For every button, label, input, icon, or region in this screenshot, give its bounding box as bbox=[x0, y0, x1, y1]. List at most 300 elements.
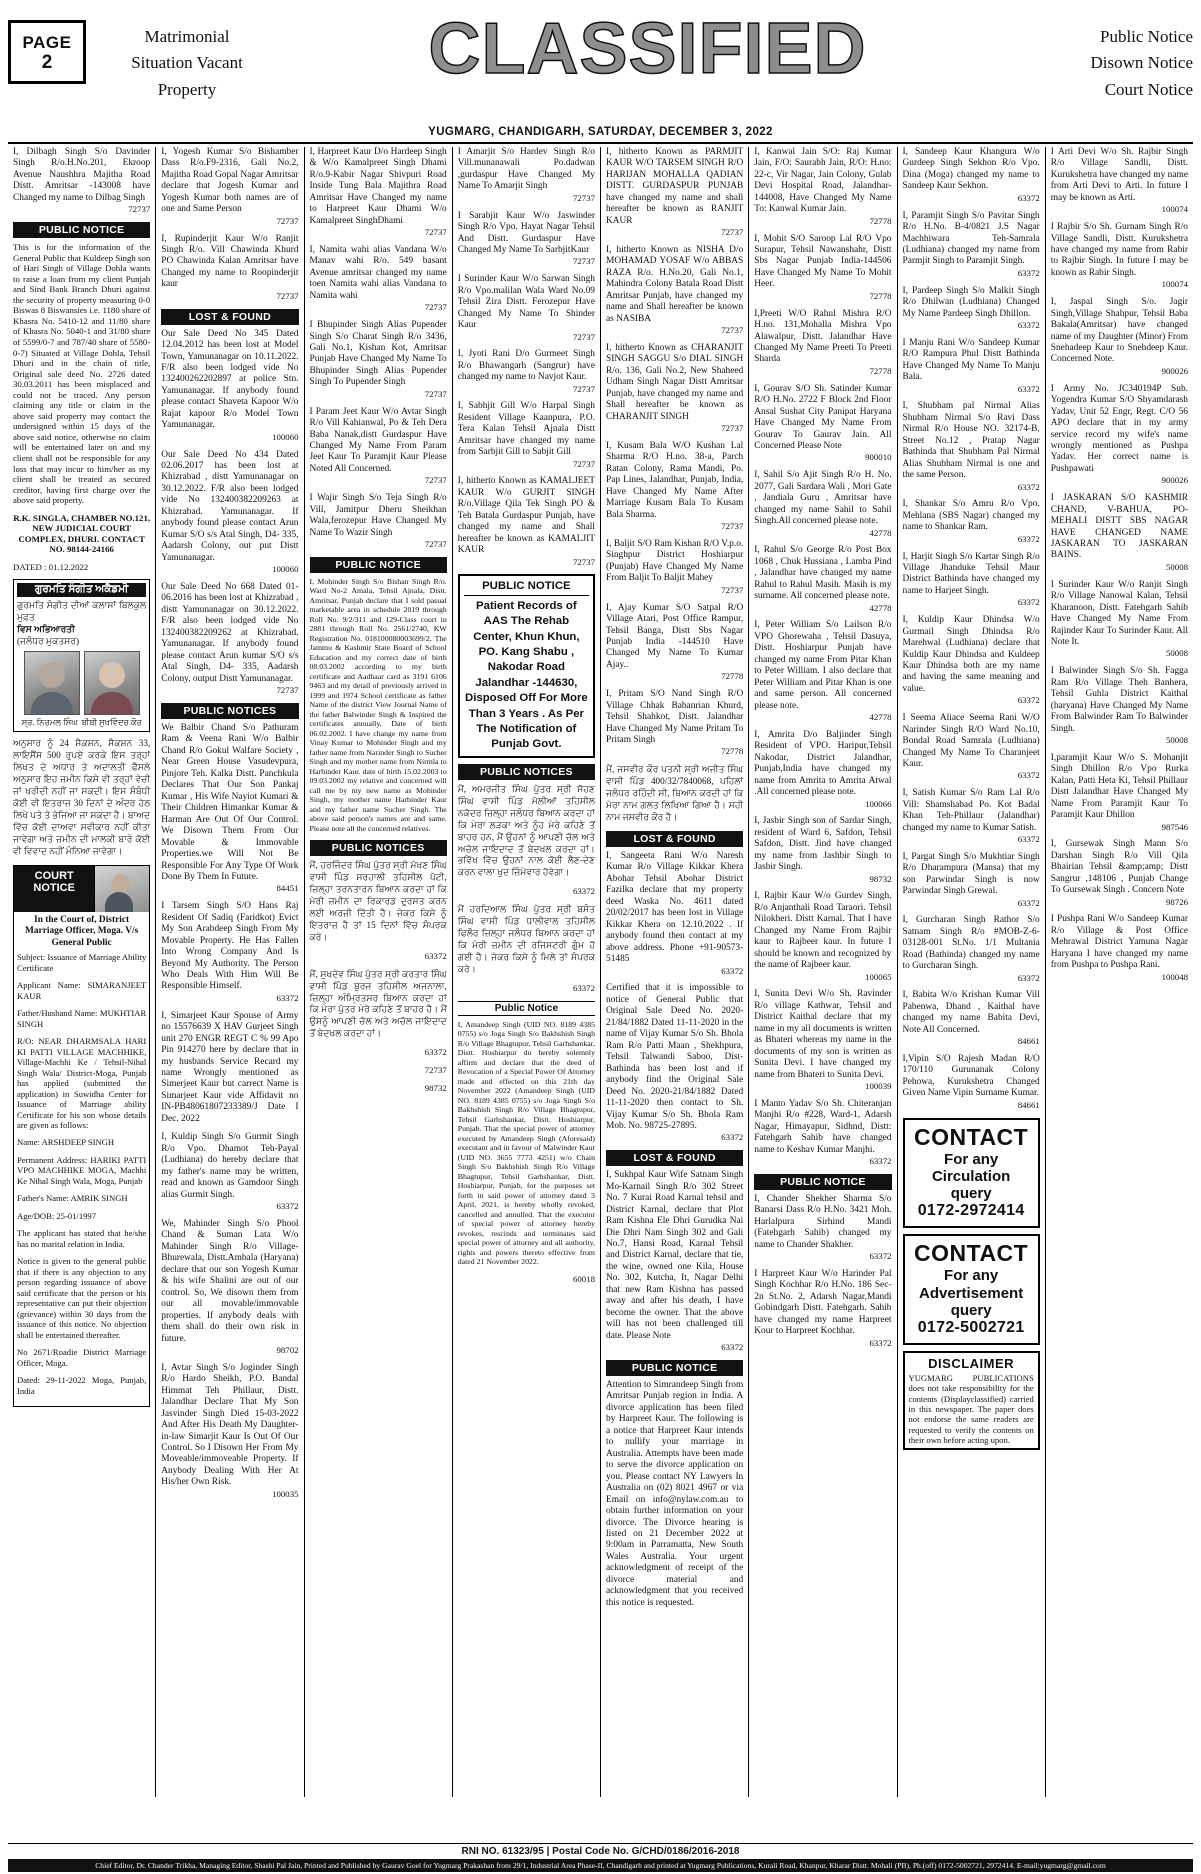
notice-ref: 63372 bbox=[1017, 533, 1040, 544]
notice-item bbox=[754, 147, 891, 227]
notice-ref: 63372 bbox=[869, 1156, 892, 1167]
public-notice-sign: R.K. SINGLA, CHAMBER NO.121, NEW JUDICIAL COURT COMPLEX, DHURI. CONTACT NO. 98144-24166 bbox=[13, 512, 151, 555]
notice-ref: 42778 bbox=[869, 712, 892, 723]
notice-item bbox=[458, 147, 595, 204]
notice-ref: 63372 bbox=[1017, 192, 1040, 203]
notice-text: I, Namita wahi alias Vandana W/o Manav wahi R/o. 549 basant Avenue amritsar changed my name toen Namita wahi alias Vandana to Namita wahi bbox=[309, 245, 447, 301]
notice-ref: 72778 bbox=[869, 365, 892, 376]
notice-ref: 98726 bbox=[1166, 896, 1188, 907]
notice-ref: 63372 bbox=[1017, 897, 1040, 908]
notice-text: I, Simarjeet Kaur Spouse of Army no 15576639 X HAV Gurjeet Singh unit 270 ENGR REGT C % 99 Apo Pin 914270 here by declare that in my husbands Service Recard my name Wrongly mentioned as Simerjeet Kaur but carrect Name is Simarjeet Kaur vide Affidavit no IN-PB48061807233389/J Date I Dec. 2022 bbox=[161, 1010, 299, 1124]
notice-item bbox=[606, 441, 743, 532]
public-notice-item bbox=[161, 1132, 298, 1212]
notice-text: I Manto Yadav S/o Sh. Chiteranjan Manjhi R/o #228, Ward-1, Adarsh Nagar, Himayapur, Sidhnd, Distt: Fatehgarh Sahib have changed name to Keshav Kumar Manjhi. bbox=[754, 1098, 892, 1155]
notice-text: I,paramjit Kaur W/o S. Mohanjit Singh Dhillon R/o Vpo Rurka Kalan, Patti Heta Ki, Tehsil Phillaur Distt Jalandhar Have Changed My Name From Paramjit Kaur To Paramjit Kaur Dhillon bbox=[1050, 752, 1188, 821]
ad-line-2: ਵਿਸ ਅਭਿਆਰਤੀ bbox=[17, 624, 75, 635]
caption-male: ਸ੍ਰ. ਨਿਰਮਲ ਸਿੰਘ bbox=[21, 718, 78, 728]
notice-text: I, Babita W/o Krishan Kumar Vill Pabenwa, Dhand , Kaithal have changed my name Babita Devi, Note All Concerned. bbox=[902, 990, 1040, 1035]
notice-item bbox=[458, 211, 595, 268]
notice-text: I Army No. JC340194P Sub. Yogendra Kumar S/O Shyamdarash Yadav, Unit 52 Engr, Regt. C/O 56 APO declare that in my army service record my wife's name wrongly mentioned as Pushpa Yadav. Her correct name is Pushpawati bbox=[1050, 383, 1188, 474]
notice-ref: 63372 bbox=[424, 1047, 447, 1058]
gurmukhi-notice-text: ਅਨੁਸਾਰ ਨੂੰ 24 ਸੈਕਸ਼ਨ, ਸੈਕਸ਼ਨ 33, ਲਾਇਸੈਂਸ 500 ਰੁਪਏ ਕਰਕੇ ਇਸ ਤਰ੍ਹਾਂ ਲਿਖਤ ਦੇ ਅਧਾਰ ਤੇ ਅਦਾਲਤੀ ਫੈਸਲੇ ਅਨੁਸਾਰ ਇਹ ਜ਼ਮੀਨ ਕਿਸੇ ਵੀ ਤਰ੍ਹਾਂ ਵੇਚੀ ਜਾਂ ਖਰੀਦੀ ਨਹੀਂ ਜਾ ਸਕਦੀ। ਇਸ ਸੰਬੰਧੀ ਕੋਈ ਵੀ ਇਤਰਾਜ਼ 30 ਦਿਨਾਂ ਦੇ ਅੰਦਰ ਹੇਠ ਲਿਖੇ ਪਤੇ ਤੇ ਭੇਜਿਆ ਜਾ ਸਕਦਾ ਹੈ। ਬਾਅਦ ਵਿੱਚ ਕੋਈ ਦਾਅਵਾ ਸਵੀਕਾਰ ਨਹੀਂ ਕੀਤਾ ਜਾਵੇਗਾ ਅਤੇ ਜ਼ਮੀਨ ਦੀ ਮਾਲਕੀ ਬਾਰੇ ਕੋਈ ਵੀ ਵਿਵਾਦ ਨਹੀਂ ਮੰਨਿਆ ਜਾਵੇਗਾ। bbox=[13, 738, 151, 856]
notice-text: I Surinder Kaur W/o Ranjit Singh R/o Village Nanowal Kalan, Tehsil Kharanoon, Distt. Fatehgarh Sahib Have Changed My Name From Rajinder Kaur To Surinder Kaur. All Note It. bbox=[1050, 579, 1188, 647]
notice-text: I Rajbir S/o Sh. Gurnam Singh R/o Village Sandli, Distt. Kurukshetra have changed my name from Rabir to Rajbir Singh. In future I may be known as Rabir Singh. bbox=[1050, 222, 1188, 278]
notice-text: I JASKARAN S/O KASHMIR CHAND, V-BAHUA, PO- MEHALI DISTT SBS NAGAR HAVE CHANGED NAME JASKARAN TO JASKARAN BAINS. bbox=[1050, 493, 1188, 561]
contact-title: CONTACT bbox=[914, 1123, 1029, 1150]
notice-text: I Seema Aliace Seema Rani W/O Narinder Singh R/O Ward No.10, Bondal Road Samrala (Ludhiana) Changed My Name To Charanjeet Kaur. bbox=[902, 713, 1040, 769]
notice-item bbox=[1051, 222, 1188, 290]
notice-text: I, Kusam Bala W/O Kushan Lal Sharma R/O H.no. 38-a, Parch Ratan Colony, Rama Mandi, Po. Pap Lines, Jalandhar, Punjab, India, Have Changed My Name After Marriage Kusam Bala To Kusam Bala Sharma. bbox=[606, 441, 744, 520]
gurmukhi-notice: ਮੈਂ ਹਰਦਿਆਲ ਸਿੰਘ ਪੁੱਤਰ ਸ੍ਰੀ ਬਸੰਤ ਸਿੰਘ ਵਾਸੀ ਪਿੰਡ ਧਾਲੀਵਾਲ ਤਹਿਸੀਲ ਫਿਲੌਰ ਜ਼ਿਲ੍ਹਾ ਜਲੰਧਰ ਬਿਆਨ ਕਰਦਾ ਹਾਂ ਕਿ ਮੇਰੀ ਜ਼ਮੀਨ ਦੀ ਰਜਿਸਟਰੀ ਗੁੰਮ ਹੋ ਗਈ ਹੈ। ਜੇਕਰ ਕਿਸੇ ਨੂੰ ਮਿਲੇ ਤਾਂ ਸੰਪਰਕ ਕਰੇ। bbox=[457, 904, 595, 974]
notice-item bbox=[1051, 914, 1188, 982]
section-header-lost-found: LOST & FOUND bbox=[606, 1150, 743, 1166]
section-header-public-notice: PUBLIC NOTICE bbox=[754, 1174, 891, 1190]
rni-line: RNI NO. 61323/95 | Postal Code No. G/CHD/0186/2016-2018 bbox=[8, 1843, 1193, 1857]
notice-item bbox=[754, 730, 891, 810]
notice-item bbox=[903, 852, 1040, 909]
notice-ref: 72737 bbox=[573, 256, 595, 267]
notice-text: I, hitherto Known as CHARANJIT SINGH SAGGU S/o DIAL SINGH R/o. 136, Gali No.2, New Shaheed Udham Singh Nagar Distt Amritsar Punjab, have changed my name and Shall hereafter be known as CHARANJIT SINGH bbox=[606, 343, 744, 422]
category-court-notice: Court Notice bbox=[1104, 79, 1193, 99]
notice-item bbox=[903, 147, 1040, 204]
notice-ref: 63372 bbox=[1017, 383, 1040, 394]
notice-text: Our Sale Deed No 345 Dated 12.04.2012 has been lost at Model Town, Yamunanagar on 10.11.2022. F/R also been lodged vide No 132400262202897 at police Stn. Yamunanagar. If anybody found please contact Shaveta Kapoor W/o Rajat kapoor R/o Model Town Yamunanagar. bbox=[161, 328, 299, 431]
notice-text: I, Gourav S/O Sh. Satinder Kumar R/O H.No. 2722 F Block 2nd Floor Ansal Sushat City Panipat Haryana Have Changed My Name From Gourav To Gaurav Jain. All Concerned Please Note bbox=[754, 383, 892, 451]
court-notice-line: Applicant Name: SIMARANJEET KAUR bbox=[17, 980, 147, 1001]
notice-text: I, Kanwal Jain S/O: Raj Kumar Jain, F/O: Saurabh Jain, R/O: H.no: 22-c, Vir Nagar, Jain Colony, Gulab Devi Hospital Road, Jalandhar- 144008, Have Changed My Name To: Kanwal Kumar Jain. bbox=[754, 147, 892, 215]
notice-item bbox=[903, 615, 1040, 706]
notice-item bbox=[754, 1269, 891, 1349]
court-notice-line: Permanent Address: HARIKI PATTI VPO MACHHIKE MOGA, Machhi Ke Nihal Singh Wala, Moga, Punjab bbox=[17, 1154, 147, 1186]
notice-text: Our Sale Deed No 434 Dated 02.06.2017 has been lost at Khizrabad , distt Yamunanagar on 30.12.2022. F/R also been lodged vide No 132400382209263 at Khizrabad. Yamunanagar. If anybody found please contact Arun Kumar S/O s/s Atal Singh, D4- 335, Aadarsh Colony, out put Distt Yamunanagar. bbox=[161, 449, 299, 563]
page-title: CLASSIFIED bbox=[428, 9, 867, 89]
contact-circulation-ad[interactable] bbox=[903, 1118, 1040, 1229]
notice-item bbox=[754, 384, 891, 464]
notice-ref: 72737 bbox=[573, 556, 595, 567]
section-header-public-notices: PUBLIC NOTICES bbox=[458, 764, 595, 780]
ad-title: ਗੁਰਮਤਿ ਸੰਗੀਤ ਅਕੈਡਮੀ bbox=[17, 583, 146, 597]
notice-item bbox=[13, 147, 150, 215]
notice-ref: 84451 bbox=[276, 883, 299, 894]
section-header-lost-found: LOST & FOUND bbox=[606, 831, 743, 847]
notice-header: PUBLIC NOTICE bbox=[464, 579, 589, 595]
notice-item bbox=[903, 990, 1040, 1047]
notice-item bbox=[458, 401, 595, 469]
notice-ref: 72737 bbox=[721, 325, 744, 336]
notice-text: I, Pritam S/O Nand Singh R/O Village Chhak Babanrian Khurd, Tehsil Shahkot, Distt. Jalandhar Have Changed My Name Pritam To Pritam Singh bbox=[606, 689, 744, 745]
notice-ref: 900026 bbox=[1161, 365, 1188, 376]
notice-text: I, Baljit S/O Ram Kishan R/O V.p.o. Singhpur District Hoshiarpur (Punjab) Have Changed My Name From Baljit To Baljit Mahey bbox=[606, 539, 744, 584]
notice-text: I, Sukhpal Kaur Wife Satnam Singh Mo-Karnail Singh R/o 302 Street No. 7 Kurai Road Karnal tehsil and District Karnal, declare that Plot Ram Kishna Ele Dhri Gurudka Nai Die Dhri Nam Singh 302 and Gali No.7, Hansi Road, Karnal Tehsil and District Karnal, declare that tie, the wine, owned one Kila, House No. 302, Kutcha, It, Nagar Delhi that new Ram Kishna has passed away and after his death, I have become the owner. That the above will has not been challenged till date. Please Note bbox=[606, 1170, 744, 1341]
masthead-title-wrap bbox=[282, 6, 1013, 88]
notice-ref: 900026 bbox=[1161, 475, 1188, 486]
notice-text: I, Jyoti Rani D/o Gurmeet Singh R/o Bhawangarh (Sangrur) have changed my name to Navjot Kaur. bbox=[457, 349, 595, 383]
notice-item bbox=[310, 407, 447, 487]
notice-text: I, Sunita Devi W/o Sh. Ravinder R/o village Kathwar, Tehsil and District Kaithal declare that my name in my all documents is written as Bhateri whereas my name in the documents of my son is written as Sunita Devi. I have changed my name from Bhateri to Sunita Devi. bbox=[754, 989, 892, 1080]
page-footer bbox=[8, 1843, 1193, 1872]
notice-text: I, Sangeeta Rani W/o Naresh Kumar R/o Village Kikkar Khera Abohar Tehsil Abohar District Fazilka declare that my property deed Waska No. 4611 dated 20/02/2017 has been lost in Village Kikkar Khera on 12.10.2022 . If anybody found then contact at my above address. Phone +91-90573-51485 bbox=[606, 850, 744, 965]
public-notice-body: I, Mohinder Singh S/o Bishan Singh R/o. Ward No-2 Amala, Tehsil Ajnala, Distt. Amritsar, Punjab declare that I sold pasual marketable area in schedule 2019 through Roll No. 9/2/311 and 129-Class court in 2881 through Roll No. 2561/2740, KW Registration No. 018100080003699/2, The Jammu & Kashmir State Board of School Education and my correct date of birth 08.03.2002 according to my birth certificate and Aadhaar card as 3191 6106 9463 and my detail of previously arrived in 1999 and 1974 School certificate as father Name of the district View Journal Name of the father Balwinder Singh & Inspired the certificates annually, Date of birth 06.02.2002. I have change my name from Vinay Kumar to Mohinder Singh and my father name from Narinder Singh to Sucher Singh and my mother name from Nirmla to Harbinder Kaur. date of birth 15.02.2003 to 09.03.2002 my relative and concerned will call me by my new name as Mohinder Singh, my mother name Harbinder Kaur and my father name Sucher Singh. The above said person's names are and same. Please note all the concerned relatives. bbox=[309, 576, 447, 833]
notice-ref: 72737 bbox=[721, 584, 744, 595]
notice-ref-wrap bbox=[310, 1065, 447, 1076]
contact-line-1: For any bbox=[944, 1150, 999, 1168]
ad-photo-captions bbox=[17, 718, 146, 728]
notice-ref: 72737 bbox=[276, 685, 299, 696]
notice-ref: 100074 bbox=[1161, 279, 1188, 290]
ad-line-3: (ਜਲੰਧਰ ਮੁਕਤਸਰ) bbox=[17, 636, 80, 647]
notice-text: I, Satish Kumar S/o Ram Lal R/o Vill: Shamshabad Po. Kot Badal Khan Teh-Phillaur (Jalandhar) changed my name to Kumar Satish. bbox=[902, 788, 1040, 833]
notice-ref: 63372 bbox=[573, 886, 595, 897]
notice-ref-wrap bbox=[310, 1047, 447, 1058]
contact-phone[interactable]: 0172-2972414 bbox=[917, 1202, 1025, 1220]
notice-ref-wrap bbox=[458, 983, 595, 994]
punjab-notice-body: I, Amandeep Singh (UID NO. 8189 4385 0755) s/o Joga Singh S/o Bakhshish Singh R/o Village Bhagtupur, Tehsil Garhshankar, Distt. Hoshiarpur do hereby solemnly affirm and declare that the deed of Revocation of a Special Power Of Attorney made and effected on this 21th day November 2022 (Amandeep Singh (UID NO. 8189 4385 0755) s/o Joga Singh S/o Bakhshish Singh R/o Village Bhagtupur, Tehsil Garhshankar, Distt. Hoshiarpur, Punjab. That the special power of attorney executed by Amandeep Singh (Aforesaid) executant and in favour of Malwinder Kaur (UID NO. 3655 7773 4251) w/o Chain Singh S/o Bakhshish Singh R/o Village Bhagtupur, Tehsil Garhshankar, Distt. Hoshiarpur, Punjab, for the purposes set forth in said power of attorney dated 3 April, 2021, is hereby wholly revoked, cancelled and annulled. That the executor of special power of attorney hereby revokes, rescinds and terminates said special power of attorney and all authority, rights and powers thereto effective from dated 21 November 2022. bbox=[457, 1019, 595, 1267]
notice-ref: 63372 bbox=[721, 965, 744, 976]
notice-text: We Balbir Chand S/o Pathuram Ram & Veena Rani W/o Balbir Chand R/o Gokul Walfare Society , Near Green House Vasudevpura, Pinjore Teh. Kalka Distt. Panchkula Declares That Our Son Pankaj Kumar , His Wife Nayiot Kumari & Their Children Himankar Kumar & Harman Are Out Of Our Control. We Disown Them From Our Movable & Immovable Properties.we Will Not Be Responsible For Any Type Of Work Done By Them In Future. bbox=[161, 722, 299, 882]
notice-text: I Wajir Singh S/o Teja Singh R/o Vill, Jamitpur Dheru Sheikhan Wala,ferozepur Have Changed My Name To Wazir Singh bbox=[309, 493, 447, 538]
notice-ref: 72737 bbox=[424, 302, 447, 313]
gurmukhi-notice: ਮੈਂ, ਜਸਵੀਰ ਕੌਰ ਪਤਨੀ ਸ੍ਰੀ ਅਜੀਤ ਸਿੰਘ ਵਾਸੀ ਪਿੰਡ 400/32/7840068, ਪਹਿਲਾਂ ਜਲੰਧਰ ਰਹਿੰਦੀ ਸੀ, ਬਿਆਨ ਕਰਦੀ ਹਾਂ ਕਿ ਮੇਰਾ ਨਾਮ ਗਲਤ ਲਿਖਿਆ ਗਿਆ ਹੈ। ਸਹੀ ਨਾਮ ਜਸਵੀਰ ਕੌਰ ਹੈ। bbox=[606, 764, 744, 822]
gurmukhi-notice: ਮੈਂ, ਹਰਜਿੰਦਰ ਸਿੰਘ ਪੁੱਤਰ ਸ੍ਰੀ ਮੱਖਣ ਸਿੰਘ ਵਾਸੀ ਪਿੰਡ ਸਰਹਾਲੀ ਤਹਿਸੀਲ ਪੱਟੀ, ਜ਼ਿਲ੍ਹਾ ਤਰਨਤਾਰਨ ਬਿਆਨ ਕਰਦਾ ਹਾਂ ਕਿ ਮੇਰੀ ਜ਼ਮੀਨ ਦਾ ਰਿਕਾਰਡ ਦੁਰਸਤ ਕਰਨ ਲਈ ਅਰਜ਼ੀ ਦਿੱਤੀ ਹੈ। ਜੇਕਰ ਕਿਸੇ ਨੂੰ ਇਤਰਾਜ਼ ਹੈ ਤਾਂ 15 ਦਿਨਾਂ ਵਿੱਚ ਸੰਪਰਕ ਕਰੇ। bbox=[309, 860, 447, 942]
lost-found-item bbox=[606, 983, 743, 1143]
notice-text: I, Gursewak Singh Mann S/o Darshan Singh R/o Vill Qila Bhairian Tehsil &amp;amp; Distt Sangrur ,148106 , Punjab Change To Gursewak Singh . Concern Note bbox=[1050, 839, 1188, 896]
column-3 bbox=[305, 147, 453, 1797]
masthead-left-categories bbox=[92, 24, 282, 103]
court-notice-heading: In the Court of, District Marriage Officer, Moga. V/s General Public bbox=[25, 914, 139, 948]
notice-text: I, hitherto Known as PARMJIT KAUR W/O TARSEM SINGH R/O HARIJAN MOHALLA QADIAN DISTT. GURDASPUR PUNJAB have changed my name and shall hereafter be known as RANJIT KAUR bbox=[606, 147, 744, 226]
caption-female: ਬੀਬੀ ਸੁਖਵਿੰਦਰ ਕੌਰ bbox=[81, 718, 142, 728]
disclaimer-box bbox=[903, 1351, 1040, 1450]
dateline: YUGMARG, CHANDIGARH, SATURDAY, DECEMBER 3, 2022 bbox=[428, 126, 773, 138]
notice-ref: 63372 bbox=[869, 1251, 892, 1262]
notice-ref: 63372 bbox=[721, 1132, 744, 1143]
notice-ref: 100060 bbox=[272, 564, 299, 575]
notice-text: I, Dilbagh Singh S/o Davinder Singh R/o.H.No.201, Ekroop Avenue Naushhra Majitha Road Distt. Amritsar -143008 have Changed my name to Dilbag Singh bbox=[13, 147, 151, 203]
notice-ref: 900010 bbox=[865, 452, 892, 463]
section-header-public-notice: PUBLIC NOTICE bbox=[310, 557, 447, 573]
notice-ref-wrap bbox=[310, 951, 447, 962]
notice-ref: 63372 bbox=[276, 992, 299, 1003]
notice-ref: 72778 bbox=[869, 290, 892, 301]
notice-ref: 50008 bbox=[1166, 561, 1188, 572]
notice-text: I Balwinder Singh S/o Sh. Fagga Ram R/o Village Theh Banhera, Tehsil Guhla District Kaithal (haryana) Have Changed My Name From Balwinder Ram To Balwinder Singh. bbox=[1050, 666, 1188, 734]
notice-text: I, Avtar Singh S/o Joginder Singh R/o Hardo Sheikh, P.O. Bandal Himmat Teh Phillaur, Distt. Jalandhar Declare That My Son Jasvinder Singh Died 15-03-2022 And After His Death My Daughter-in-law Simarjit Kaur Is Out Of Our Control. So I Disown Her From My Moveable/immoveable Property. If Anybody Dealing With Her At His/her Own Risk. bbox=[161, 1362, 299, 1488]
notice-ref: 63372 bbox=[1017, 770, 1040, 781]
contact-line-2: Circulation bbox=[931, 1167, 1011, 1185]
public-notice-body: This is for the information of the General Public that Kuldeep Singh son of Hari Singh of Village Dohla wants to raise a loan from my client Punjab and Sind Bank Branch Dhuri against the security of property measuring 0-0 Biswas 8 Biswansies i.e. 1180 share of Khasra No. 5410-12 and 11/80 share of Khasra No. 5040-1 and 31/80 share of 5599/0-7 and 787/40 share of 5580-0-7) Situated at Village Dohla, Tehsil Dhuri and in the chain of title, Original sale deed No. 2726 dated 30.03.2011 has been misplaced and could not be traced. Any person claiming any title or claim in the above said property may contact the undersigned within 15 days of the above said notice, otherwise no claim will be entertained later on and my client shall not be responsible for any loss that may incur to him/her as my client shall be treated as secured creditor, having first charge over the above said property. bbox=[13, 242, 151, 506]
notice-ref: 100060 bbox=[272, 431, 299, 442]
notice-item bbox=[903, 552, 1040, 609]
notice-ref: 50008 bbox=[1166, 648, 1188, 659]
contact-title: CONTACT bbox=[914, 1240, 1029, 1267]
notice-text: I, Rupinderjit Kaur W/o Ranjit Singh R/o. Vill Chawinda Khurd PO Chawinda Kalan Amritsar have Changed my name to Roopinderjit kaur bbox=[161, 233, 299, 290]
notice-ref: 72737 bbox=[424, 227, 447, 238]
masthead bbox=[8, 6, 1193, 124]
notice-text: I, Kuldip Singh S/o Gurmit Singh R/o Vpo. Dhamot Teh-Payal (Ludhiana) do hereby declare that my father's name may be written, read and known as Gamdoor Singh alias Gurmit Singh. bbox=[161, 1132, 299, 1200]
notice-item bbox=[161, 147, 298, 227]
notice-item bbox=[606, 603, 743, 683]
notice-text: I, Gurcharan Singh Rathor S/o Satnam Singh R/o #MOB-Z-6-03128-001 St.No. 1/1 Multania Road (Bathinda) changed my name to Gurcharan Singh. bbox=[902, 915, 1040, 972]
notice-item bbox=[1051, 493, 1188, 573]
notice-item bbox=[903, 788, 1040, 845]
notice-text: I, Shubham pal Nirmal Alias Shubham Nirmal S/o Ravi Dass Nirmal R/o House NO. 32174-B, Street No.12 , Pratap Nagar Bathinda that Shubham Pal Nirmal Alias Shubham Nirmal is one and the same Person. bbox=[902, 401, 1040, 481]
gurmat-academy-ad bbox=[13, 579, 150, 732]
notice-text: Certified that it is impossible to notice of General Public that Original Sale Deed No. 2020-21/84/1882 Dated 11-11-2020 in the name of Vijay Kumar S/o Sh. Bhola Ram R/o Patti Maan , Shekhpura, Tehsil Talwandi Saboo, Dist-Bathinda has been lost and if anybody find the Original Sale Deed No. 2020-21/84/1882 Dated 11-11-2020 then contact to Sh. Vijay Kumar S/o Sh. Bhola Ram Mob. No. 98725-27895. bbox=[606, 983, 744, 1131]
notice-text: I, Harpreet Kaur D/o Hardeep Singh & W/o Kamalpreet Singh Dhami R/o.9-Kabir Nagar Shivpuri Road Inside Tung Bala Majithra Road Amritsar Have Changed my name to Harpreet Kaur Dhami W/o Kamalpreet SinghDhami bbox=[309, 147, 447, 226]
notice-text: I Harpreet Kaur W/o Harinder Pal Singh Kochhar R/o H.No. 186 Sec-2n St.No. 2, Adarsh Nagar,Mandi Gobindgarh Distt. Fatehgarh. Sahib have changed my name Harpreet Kour to Harpreet Kochhar. bbox=[754, 1268, 892, 1337]
notice-ref: 100065 bbox=[865, 971, 892, 982]
disclaimer-body: YUGMARG PUBLICATIONS does not take responsibility for the contents (Displayclassified) carried in this newspaper. The paper does not endorse the same readers are requested to verify the contents on their own before acting upon. bbox=[908, 1373, 1034, 1445]
gurmukhi-notice: ਮੈਂ, ਅਮਰਜੀਤ ਸਿੰਘ ਪੁੱਤਰ ਸ੍ਰੀ ਸੋਹਣ ਸਿੰਘ ਵਾਸੀ ਪਿੰਡ ਮੱਲੀਆਂ ਤਹਿਸੀਲ ਨਕੋਦਰ ਜ਼ਿਲ੍ਹਾ ਜਲੰਧਰ ਬਿਆਨ ਕਰਦਾ ਹਾਂ ਕਿ ਮੇਰਾ ਲੜਕਾ ਅਤੇ ਨੂੰਹ ਮੇਰੇ ਕਹਿਣੇ ਤੋਂ ਬਾਹਰ ਹਨ, ਮੈਂ ਉਹਨਾਂ ਨੂੰ ਆਪਣੀ ਚੱਲ ਅਤੇ ਅਚੱਲ ਜਾਇਦਾਦ ਤੋਂ ਬੇਦਖਲ ਕਰਦਾ ਹਾਂ। ਭਵਿੱਖ ਵਿੱਚ ਉਹਨਾਂ ਨਾਲ ਕੋਈ ਲੈਣ-ਦੇਣ ਕਰਨ ਵਾਲਾ ਖੁਦ ਜ਼ਿੰਮੇਵਾਰ ਹੋਵੇਗਾ। bbox=[457, 783, 595, 878]
court-notice-title: COURT NOTICE bbox=[14, 866, 94, 912]
notice-ref: 98732 bbox=[869, 873, 892, 884]
notice-text: I,Vipin S/O Rajesh Madan R/O 170/110 Gurunanak Colony Pehowa, Kurukshetra Changed Given Name Vipin Surname Kumar. bbox=[902, 1054, 1040, 1099]
section-header-public-notices: PUBLIC NOTICES bbox=[310, 840, 447, 856]
public-notice-date: DATED : 01.12.2022 bbox=[13, 561, 89, 572]
notice-text: I, Sahil S/o Ajit Singh R/o H. No. 2077, Gali Sardara Wali , Mori Gate , Jandiala Guru , Amritsar have changed my name Sahil to Sahil Singh.All concerned please note. bbox=[754, 470, 892, 527]
contact-line-3: query bbox=[950, 1185, 992, 1203]
notice-item bbox=[606, 245, 743, 336]
notice-item bbox=[310, 245, 447, 313]
notice-ref-wrap bbox=[310, 1083, 447, 1094]
notice-ref: 63372 bbox=[276, 1201, 299, 1212]
notice-ref: 72737 bbox=[276, 215, 299, 226]
notice-text: I,Preeti W/O Rahul Mishra R/O H.no. 131,Mohalla Mishra Vpo Alawalpur, Distt. Jalandhar Have Changed My Name Preeti To Preeti Sharda bbox=[754, 308, 892, 365]
notice-body: Patient Records of AAS The Rehab Center, Khun Khun, PO. Kang Shabu , Nakodar Road Jalandhar -144630, Disposed Off For More Than 3 Years . As Per The Notification of Punjab Govt. bbox=[464, 599, 588, 751]
court-notice-block bbox=[13, 865, 150, 1407]
notice-item bbox=[310, 493, 447, 550]
notice-text: I, Peter William S/o Lailson R/o VPO Ghorewaha , Tehsil Dasuya, Distt. Hoshiarpur Punjab have changed my name From Pitar Khan to Peter William. I also declare that Peter William and Pitar Khan is one and same person. All concerned please note. bbox=[754, 620, 892, 711]
notice-ref: 98732 bbox=[424, 1082, 447, 1093]
notice-item bbox=[754, 1194, 891, 1262]
court-notice-line: Name: ARSHDEEP SINGH bbox=[17, 1137, 115, 1148]
notice-ref: 72778 bbox=[721, 671, 744, 682]
notice-text: I, Rahul S/o George R/o Post Box 1068 , Chuk Hussiana , Lamba Pind , Jalandhar have changed my name Rahul to Rahul Masih. Masih is my surname. All concerned please note. bbox=[754, 545, 892, 602]
court-notice-line: Notice is given to the general public that if there is any objection to any person regarding issuance of above said certificate that the person or his representative can put their objection (grievance) within 30 days from the issuance of this notice. No objection shall be entertained thereafter. bbox=[17, 1256, 147, 1340]
notice-item bbox=[754, 620, 891, 722]
notice-ref: 72737 bbox=[721, 227, 744, 238]
ad-line-1: ਗੁਰਮਤਿ ਸੰਗੀਤ ਦੀਆਂ ਕਲਾਸਾਂ ਬਿਲਕੁਲ ਮੁਫ਼ਤ bbox=[17, 600, 147, 623]
page-badge-word: PAGE bbox=[22, 32, 72, 52]
notice-text: I, Chander Shekher Sharma S/o Banarsi Dass R/o H.No. 3421 Moh. Harlalpura Sirhind Mandi (Fatehgarh Sahib) changed my name to Chander Shakher. bbox=[754, 1193, 892, 1250]
court-notice-photo bbox=[94, 866, 149, 912]
notice-ref: 72737 bbox=[573, 331, 595, 342]
column-1 bbox=[8, 147, 156, 1797]
divorce-notice-body: Attention to Simrandeep Singh from Amritsar Punjab region in India. A divorce application has been filed by Harpreet Kaur. The following is a notice that Harpreet Kaur intends to nullify your marriage in Australia. Attempts have been made to serve the divorce application on you. Please contact NY Lawyers In Australia on (02) 8021 4967 or via Email on info@nylaw.com.au to obtain further information on your divorce. The Divorce hearing is listed on 21 December 2022 at 9:00am in Parramatta, New South Wales Australia. Your urgent acknowledgment of receipt of the divorce material and acknowledgment that you received this notice is requested. bbox=[606, 1379, 744, 1608]
notice-text: I Amarjit S/o Hardev Singh R/o Vill.munanawali Po.dadwan ,gurdaspur Have Changed My Name To Amarjit Singh bbox=[457, 147, 595, 192]
notice-ref: 63372 bbox=[1017, 267, 1040, 278]
contact-line-2: Advertisement bbox=[919, 1284, 1024, 1302]
notice-item bbox=[903, 1054, 1040, 1111]
notice-item bbox=[903, 401, 1040, 492]
contact-phone[interactable]: 0172-5002721 bbox=[917, 1319, 1025, 1337]
court-notice-line: R/O: NEAR DHARMSALA HARI KI PATTI VILLAGE MACHHIKE, Village-Machhi Ke / Tehsil-Nihal Singh Wala/ District-Moga, Punjab has applied (submitted the application) in Suwidha Center for Issuance of Marriage ability Certificate for his son whose details are given as follows: bbox=[17, 1036, 147, 1130]
notice-item bbox=[754, 309, 891, 377]
gurmukhi-notice: ਮੈਂ, ਸੁਖਦੇਵ ਸਿੰਘ ਪੁੱਤਰ ਸ੍ਰੀ ਕਰਤਾਰ ਸਿੰਘ ਵਾਸੀ ਪਿੰਡ ਬੁਰਜ ਤਹਿਸੀਲ ਅਜਨਾਲਾ, ਜ਼ਿਲ੍ਹਾ ਅੰਮ੍ਰਿਤਸਰ ਬਿਆਨ ਕਰਦਾ ਹਾਂ ਕਿ ਮੇਰਾ ਪੁੱਤਰ ਮੇਰੇ ਕਹਿਣੇ ਤੋਂ ਬਾਹਰ ਹੈ। ਮੈਂ ਉਸਨੂੰ ਆਪਣੀ ਚੱਲ ਅਤੇ ਅਚੱਲ ਜਾਇਦਾਦ ਤੋਂ ਬੇਦਖਲ ਕਰਦਾ ਹਾਂ। bbox=[309, 968, 447, 1039]
notice-item bbox=[458, 274, 595, 342]
lost-found-item bbox=[161, 450, 298, 575]
masthead-right-categories bbox=[1013, 24, 1193, 103]
page-badge bbox=[8, 20, 86, 84]
notice-ref: 63372 bbox=[721, 1342, 744, 1353]
court-notice-line: Age/DOB: 25-01/1997 bbox=[17, 1210, 97, 1221]
court-notice-line: The applicant has stated that he/she has no marital relation in India. bbox=[17, 1228, 147, 1249]
imprint-line: Chief Editor, Dr. Chander Trikha, Managing Editor, Shashi Pal Jain, Printed and Published by Gaurav Goel for Yugmarg Prakashan from 29/1, Industrial Area Phase-II, Chandigarh and printed at Yugmarg Publications, Kurali Road, Khanpur, Kharar Distt. Mohali (PB), Ph.(off) 0172-5002721, 2972414. E-mail:yugmarg@gmail.com bbox=[8, 1859, 1193, 1872]
section-header-public-notices: PUBLIC NOTICES bbox=[161, 703, 298, 719]
notice-ref: 72737 bbox=[573, 383, 595, 394]
rehab-records-notice bbox=[458, 574, 595, 757]
notice-ref: 63372 bbox=[573, 982, 595, 993]
notice-item bbox=[754, 1099, 891, 1167]
notice-ref: 98702 bbox=[276, 1345, 299, 1355]
notice-ref: 100035 bbox=[272, 1488, 299, 1499]
notice-text: I Manju Rani W/o Sandeep Kumar R/O Rampura Phul Distt Bathinda Have Changed My Name To Manju Bala. bbox=[902, 337, 1040, 383]
notice-text: I, Jaspal Singh S/o. Jagir Singh,Village Shahpur, Tehsil Baba Bakala(Amritsar) have changed name of my Daughter (Minor) From Snehadeep Kaur to Snehdeep Kaur. Concerned Note. bbox=[1050, 297, 1188, 365]
classified-columns bbox=[8, 147, 1193, 1797]
notice-item bbox=[754, 989, 891, 1091]
category-situation-vacant: Situation Vacant bbox=[131, 53, 243, 73]
notice-ref-wrap bbox=[458, 1274, 595, 1285]
public-notice-item bbox=[161, 1011, 298, 1126]
column-4 bbox=[453, 147, 601, 1797]
section-header-punjab-public-notice: Public Notice bbox=[458, 1001, 595, 1016]
notice-item bbox=[606, 343, 743, 434]
notice-text: I Sarabjit Kaur W/o Jaswinder Singh R/o Vpo. Hayat Nagar Tehsil And Distt. Gurdaspur Have Changed My Name To SarbjitKaur bbox=[457, 210, 595, 255]
notice-item bbox=[1051, 147, 1188, 215]
court-notice-line: Father/Husband Name: MUKHTIAR SINGH bbox=[17, 1008, 147, 1029]
notice-text: I, Harjit Singh S/o Kartar Singh R/o Village Jhanduke Tehsil Maur District Bathinda have changed my name to Harjeet Singh. bbox=[902, 551, 1040, 596]
notice-ref: 987546 bbox=[1161, 821, 1188, 832]
notice-item bbox=[1051, 384, 1188, 486]
masthead-divider bbox=[8, 142, 1193, 144]
portrait-photo-male bbox=[24, 651, 80, 715]
court-notice-line: No 2671/Roadie District Marriage Officer, Moga. bbox=[17, 1347, 147, 1368]
notice-ref: 42778 bbox=[869, 602, 892, 613]
notice-text: I, Pargat Singh S/o Mukhtiar Singh R/o Dharampura (Mansa) that my son Parwindar Singh is now Parwindar Singh Grewal. bbox=[902, 851, 1040, 897]
notice-ref: 63372 bbox=[1017, 597, 1040, 608]
section-header-public-notice: PUBLIC NOTICE bbox=[13, 222, 150, 238]
notice-text: I Bhupinder Singh Alias Pupender Singh S/o Charat Singh R/o 3436, Gali No.1, Kishan Kot, Amritsar Punjab Have Changed My Name To Bhupinder Singh Alias Pupender Singh To Pupender Singh bbox=[309, 320, 447, 388]
notice-item bbox=[1051, 753, 1188, 833]
section-header-lost-found: LOST & FOUND bbox=[161, 309, 298, 325]
notice-item bbox=[1051, 297, 1188, 377]
notice-ref: 72737 bbox=[424, 388, 447, 399]
notice-ref: 100074 bbox=[1161, 204, 1188, 215]
notice-ref: 72737 bbox=[128, 204, 151, 215]
court-notice-line: Subject: Issuance of Marriage Ability Certificate bbox=[17, 952, 147, 973]
notice-ref: 72737 bbox=[276, 290, 299, 301]
lost-found-item bbox=[606, 1170, 743, 1353]
public-notice-item bbox=[161, 723, 298, 894]
lost-found-item bbox=[161, 582, 298, 696]
notice-item bbox=[903, 915, 1040, 983]
notice-item bbox=[606, 689, 743, 757]
notice-item bbox=[754, 891, 891, 982]
notice-ref: 63372 bbox=[1017, 320, 1040, 331]
column-5 bbox=[601, 147, 749, 1797]
page-badge-number: 2 bbox=[41, 51, 53, 73]
notice-ref: 84661 bbox=[1017, 1036, 1040, 1047]
notice-text: I, Shankar S/o Amru R/o Vpo. Mehlana (SBS Nagar) changed my name to Shankar Ram. bbox=[902, 499, 1040, 533]
lost-found-item bbox=[606, 851, 743, 976]
notice-item bbox=[903, 499, 1040, 544]
notice-text: I, Paramjit Singh S/o Pavitar Singh R/o H.No. B-4/0821 J.S Nagar Machhiwara Teh-Samrala (Ludhiana) changed my name from Parmjit Singh to Paramjit Singh. bbox=[902, 210, 1040, 267]
notice-ref: 63372 bbox=[1017, 972, 1040, 983]
portrait-photo-female bbox=[84, 651, 140, 715]
notice-text: I Param Jeet Kaur W/o Avtar Singh R/o Vill Kahianwal, Po & Teh Dera Baba Nanak,distt Gurdaspur Have Changed My Name From Param Jeet Kaur To Paramjit Kaur Please Noted All Concerned. bbox=[309, 406, 447, 474]
column-8 bbox=[1046, 147, 1193, 1797]
notice-item bbox=[606, 539, 743, 596]
column-6 bbox=[749, 147, 897, 1797]
notice-text: I Arti Devi W/o Sh. Rajbir Singh R/o Village Sandli, Distt. Kurukshetra have changed my name from Arti Devi to Arti. In future I may be known as Arti. bbox=[1050, 147, 1188, 203]
notice-item bbox=[754, 545, 891, 613]
notice-ref: 60018 bbox=[573, 1273, 595, 1284]
lost-found-item bbox=[161, 329, 298, 443]
notice-item bbox=[754, 816, 891, 884]
contact-line-3: query bbox=[950, 1301, 992, 1319]
notice-item bbox=[754, 470, 891, 538]
notice-ref: 72737 bbox=[721, 423, 744, 434]
notice-item bbox=[1051, 839, 1188, 907]
notice-text: I, Sabhjit Gill W/o Harpal Singh Resident Village Kaanpura, P.O. Tera Kalan Tehsil Ajnala Distt Amritsar have changed my name from Sarbjit Gill to Sabjit Gill bbox=[457, 401, 595, 458]
notice-ref: 100039 bbox=[865, 1081, 892, 1092]
notice-text: I Surinder Kaur W/o Sarwan Singh R/o Vpo.malilan Wala Ward No.09 Tehsil Zira Distt. Ferozepur Have Changed My Name To Shinder Kaur bbox=[457, 274, 595, 331]
notice-ref: 63372 bbox=[1017, 481, 1040, 492]
notice-text: I, hitherto Known as NISHA D/o MOHAMAD YOSAF W/o ABBAS RAZA R/o. H.No.20, Gali No.1, Mahindra Colony Batala Road Distt Amritsar Punjab, have changed my name and Shall hereafter be known as NASIBA bbox=[606, 245, 744, 324]
notice-ref: 72737 bbox=[424, 475, 447, 486]
notice-item bbox=[458, 476, 595, 567]
notice-ref: 72778 bbox=[721, 746, 744, 757]
public-notice-item bbox=[161, 1219, 298, 1356]
notice-ref: 63372 bbox=[869, 1337, 892, 1348]
notice-ref: 84661 bbox=[1017, 1099, 1040, 1110]
column-2 bbox=[156, 147, 304, 1797]
notice-text: I, Pardeep Singh S/o Malkit Singh R/o Dhilwan (Ludhiana) Changed My Name Pardeep Singh Dhillon. bbox=[902, 285, 1040, 319]
notice-text: I, Mohit S/O Saroop Lal R/O Vpo Surapur, Tehsil Nawanshahr, Distt Sbs Nagar Punjab India-144506 Have Changed My Name To Mohit Heer. bbox=[754, 233, 892, 290]
notice-item bbox=[606, 147, 743, 238]
notice-ref: 72737 bbox=[573, 192, 595, 203]
notice-text: I, Ajay Kumar S/O Satpal R/O Village Atari, Post Office Rampur, Tehsil Banga, Distt Sbs Nagar Punjab India -144510 Have Changed My Name To Kumar Ajay.. bbox=[606, 602, 744, 670]
notice-ref: 100066 bbox=[865, 798, 892, 809]
disclaimer-title: DISCLAIMER bbox=[928, 1356, 1015, 1372]
category-property: Property bbox=[157, 79, 217, 99]
notice-ref: 50008 bbox=[1166, 735, 1188, 745]
notice-text: I, hitherto Known as KAMALJEET KAUR W/o GURJIT SINGH R/o.Village Qila Tek Singh PO & Teh Batala Gurdaspur Punjab, have changed my name and Shall hereafter be known as KAMALJIT KAUR bbox=[457, 476, 595, 556]
notice-ref-wrap bbox=[458, 886, 595, 897]
notice-item bbox=[1051, 580, 1188, 660]
notice-ref: 72737 bbox=[573, 458, 595, 469]
notice-ref: 63372 bbox=[1017, 834, 1040, 845]
notice-text: I, Amrita D/o Baljinder Singh Resident of VPO. Haripur,Tehsil Nakodar, District Jalandhar, Punjab,India have changed my name from Amrita to Amrita Atwal .All concerned please note. bbox=[754, 729, 892, 798]
notice-ref: 100048 bbox=[1161, 971, 1188, 982]
contact-line-1: For any bbox=[944, 1267, 999, 1285]
notice-item bbox=[458, 349, 595, 394]
public-notice-item bbox=[161, 1363, 298, 1500]
notice-ref: 72737 bbox=[424, 1065, 447, 1076]
notice-text: I, Yogesh Kumar S/o Bishamber Dass R/o.F9-2316, Gali No.2, Majitha Road Gopal Nagar Amritsar declare that Jogesh Kumar and Yogesh Kumar both names are of one and Same Person bbox=[161, 147, 299, 215]
court-notice-line: Father's Name: AMRIK SINGH bbox=[17, 1193, 128, 1204]
court-notice-line: Dated: 29-11-2022 Moga, Punjab, India bbox=[17, 1375, 147, 1396]
notice-item bbox=[903, 286, 1040, 331]
notice-text: I, Jasbir Singh son of Sardar Singh, resident of Ward 6, Safdon, Tehsil Safdon, Distt. Jind have changed my name from Jashbir Singh to Jasbir Singh. bbox=[754, 816, 892, 873]
notice-item bbox=[754, 234, 891, 302]
contact-advertisement-ad[interactable] bbox=[903, 1234, 1040, 1345]
notice-ref: 42778 bbox=[869, 527, 892, 538]
notice-ref: 72737 bbox=[721, 521, 744, 532]
public-notice-item bbox=[161, 901, 298, 1003]
notice-ref: 72778 bbox=[869, 215, 892, 226]
notice-text: Our Sale Deed No 668 Dated 01-06.2016 has been lost at Khizrabad , distt Yamunanagar on 30.12.2022. F/R also been lodged vide No 132400382209262 at Khizrabad. Yamunanagar. If anybody found please contact Arun kumar S/O s/s Atal Singh, D4- 335, Aadarsh Colony, output Distt Yamunanagar. bbox=[161, 581, 299, 684]
